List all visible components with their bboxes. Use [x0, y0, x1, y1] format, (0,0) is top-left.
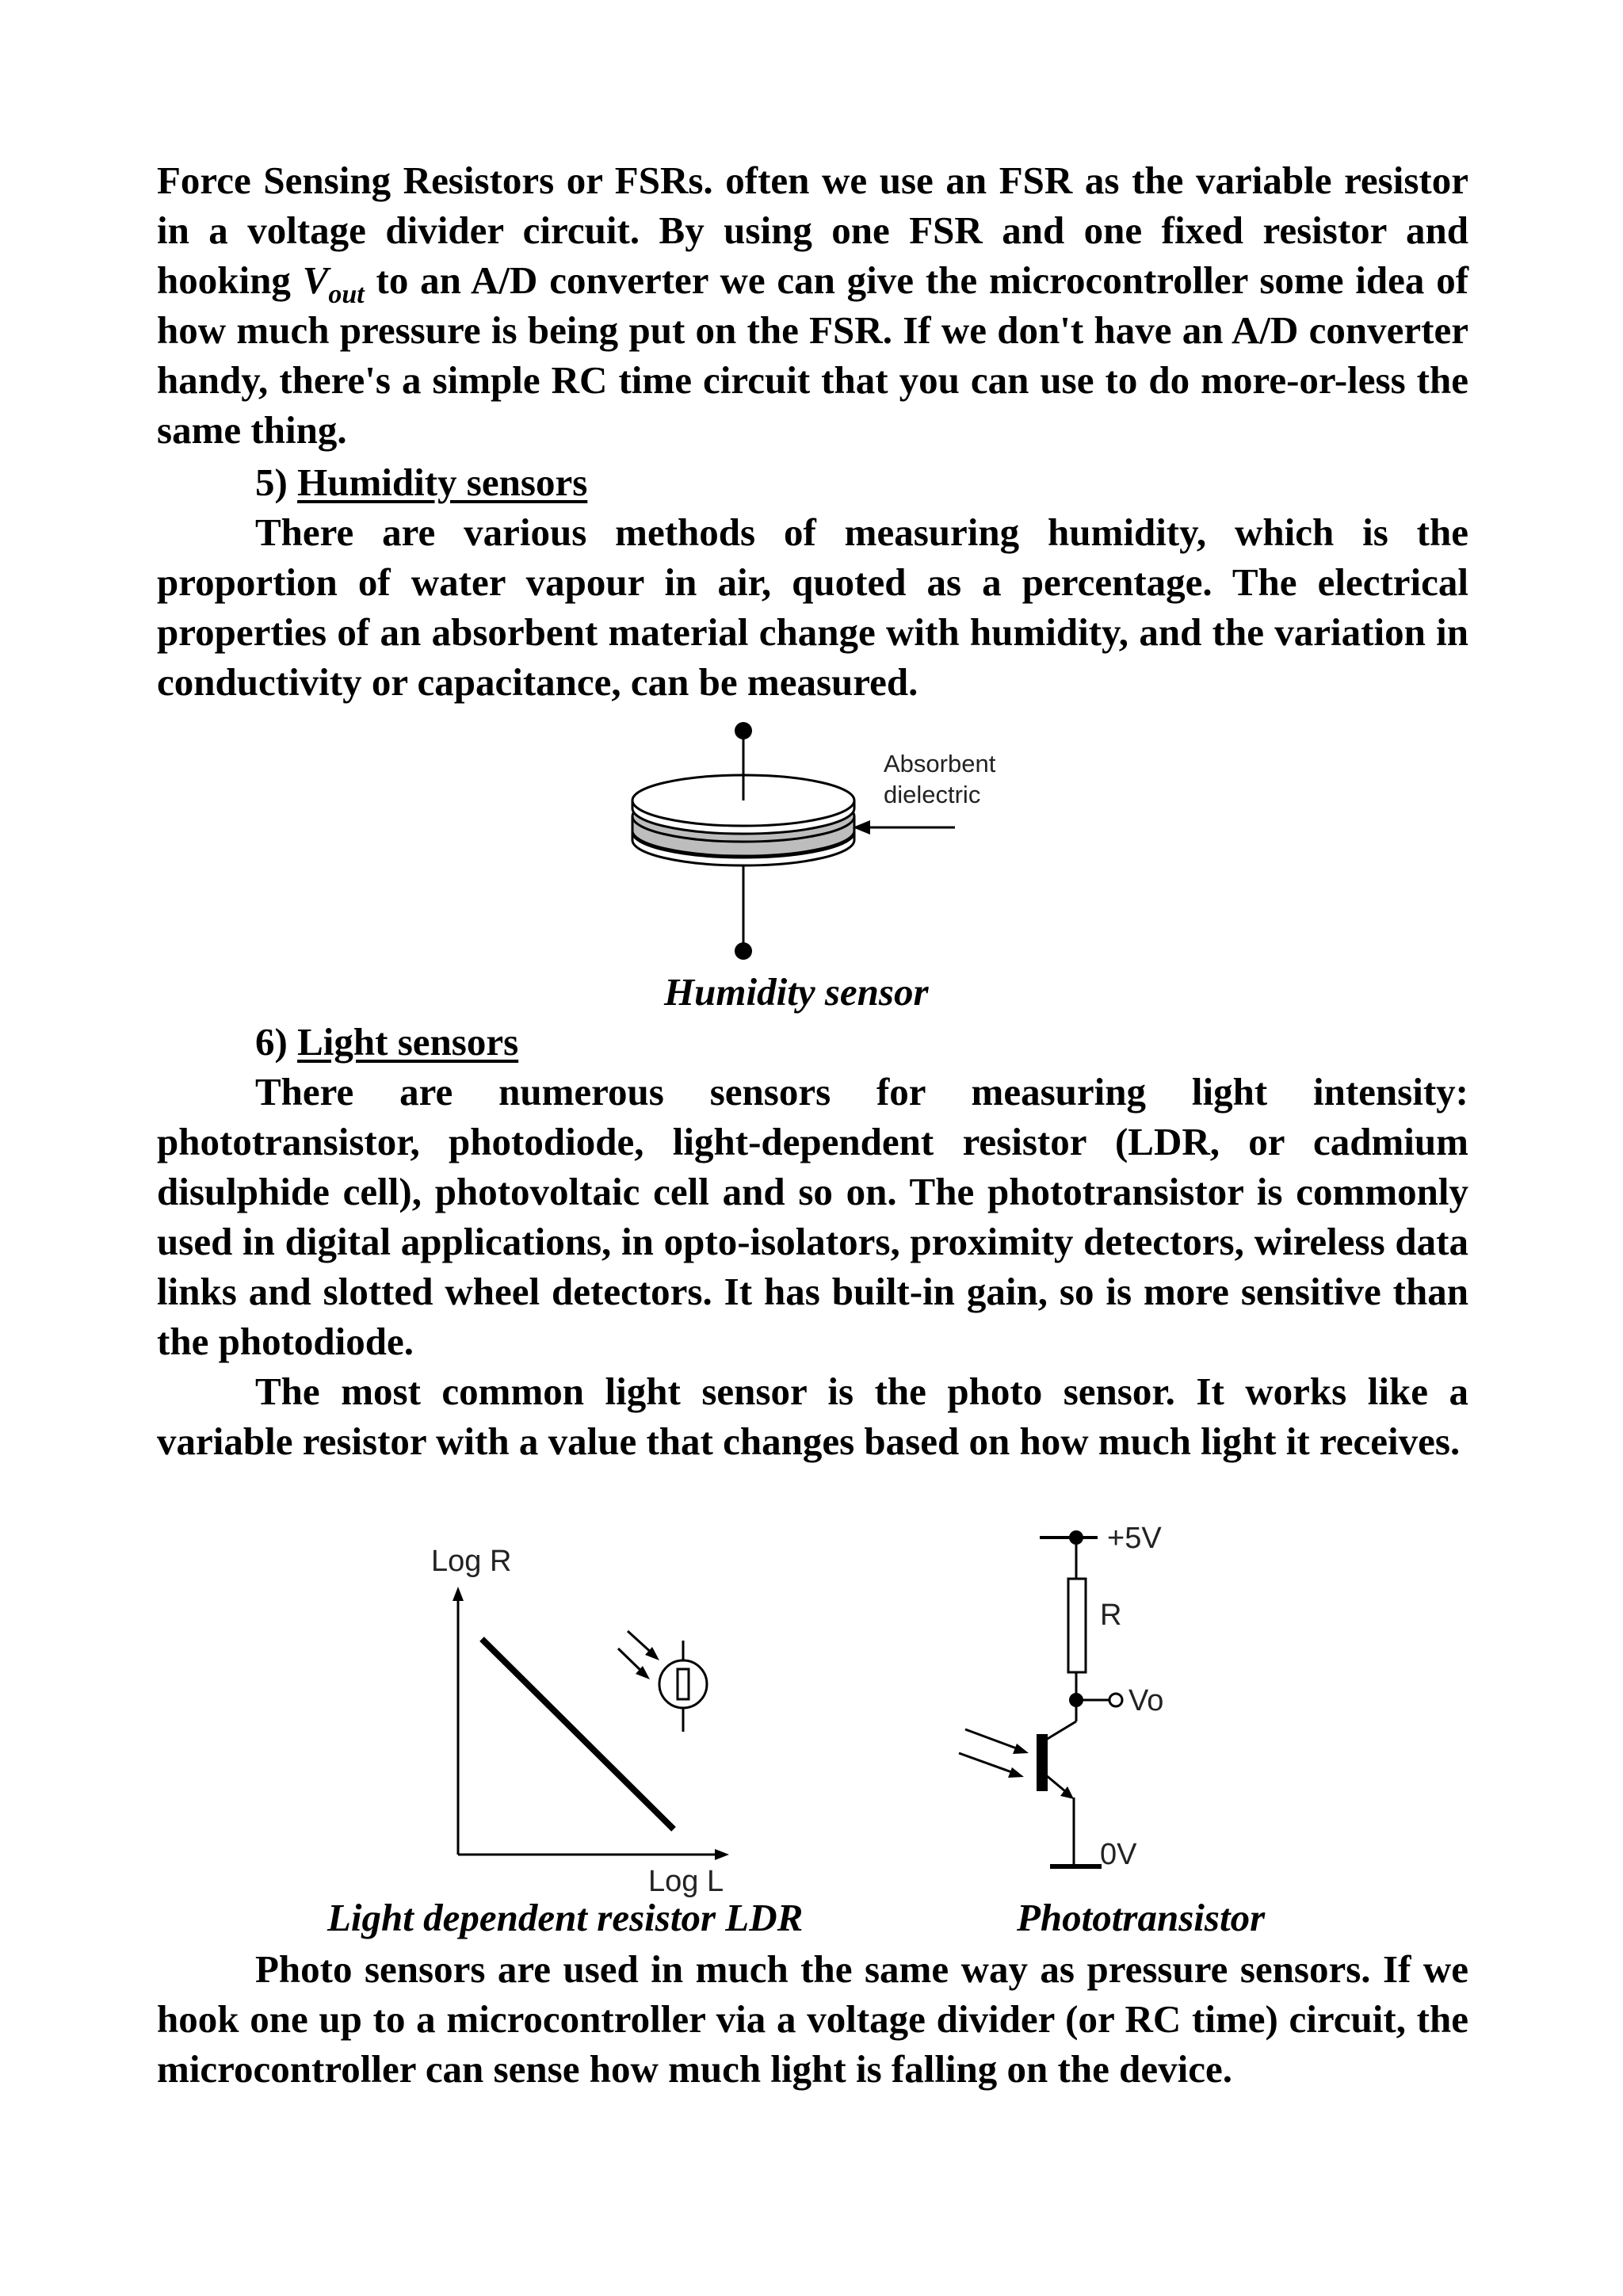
paragraph-light-sensors: There are numerous sensors for measuring light intensity: phototransistor, photodiode, light-dependent resistor (LDR, or cadmium disulphide cell), photovoltaic cell and so on. The phototransistor is commonly used in digital applications, in opto-isolators, proximity detectors, wireless data links and slotted wheel detectors. It has built-in gain, so is more sensitive than the photodiode. [157, 1070, 1468, 1363]
heading-number: 5) [255, 460, 288, 504]
paragraph-photo-sensor: The most common light sensor is the photo sensor. It works like a variable resistor with a value that changes based on how much light it receives. [157, 1370, 1468, 1463]
caption-ldr: Light dependent resistor LDR [327, 1896, 804, 1939]
supply-label: +5V [1107, 1522, 1162, 1555]
phototransistor-diagram [943, 1514, 1205, 1894]
output-label: Vo [1128, 1684, 1164, 1717]
caption-phototransistor: Phototransistor [1017, 1896, 1266, 1939]
label-absorbent: Absorbent [884, 750, 996, 777]
paragraph-fsr [157, 155, 1468, 455]
ldr-diagram [420, 1538, 753, 1902]
ldr-characteristic-line [482, 1639, 674, 1829]
resistor-r [1068, 1579, 1086, 1672]
heading-light-sensors [255, 1017, 518, 1067]
paragraph-fsr-text-2: to an A/D converter we can give the microcontroller some idea of how much pressure is being put on the FSR. If we don't have an A/D converter handy, there's a simple RC time circuit that you can use to do more-or-less the same thing. [157, 258, 1469, 452]
x-axis-arrowhead [715, 1849, 729, 1860]
x-axis-label: Log L [648, 1865, 724, 1898]
collector [1046, 1721, 1076, 1740]
photo-arrow-2 [959, 1753, 1016, 1774]
bottom-terminal-dot [735, 942, 752, 960]
paragraph-photo-sensors-usage: Photo sensors are used in much the same way as pressure sensors. If we hook one up to a microcontroller via a voltage divider (or RC time) circuit, the microcontroller can sense how much light is falling on the device. [157, 1947, 1468, 2091]
resistor-label: R [1100, 1599, 1122, 1632]
heading-title: Light sensors [297, 1020, 519, 1064]
vout-symbol: $V_{out}$ [302, 258, 365, 309]
transistor-base [1037, 1734, 1048, 1791]
photo-arrow-1 [965, 1729, 1021, 1750]
output-terminal [1109, 1694, 1122, 1706]
humidity-sensor-figure [618, 713, 1030, 975]
ground-label: 0V [1100, 1838, 1137, 1871]
caption-humidity-sensor: Humidity sensor [664, 970, 929, 1014]
paragraph-fsr-text-1: Force Sensing Resistors or FSRs. often we use an FSR as the variable resistor in a voltage divider circuit. By using one FSR and one fixed resistor and hooking [157, 159, 1468, 302]
phototransistor-figure [943, 1514, 1205, 1894]
heading-humidity-sensors [255, 457, 587, 507]
label-dielectric: dielectric [884, 781, 981, 808]
ldr-figure [420, 1538, 753, 1902]
heading-number: 6) [255, 1020, 288, 1064]
ldr-symbol-resistor [678, 1669, 689, 1699]
y-axis-label: Log R [431, 1545, 512, 1578]
humidity-sensor-diagram [618, 713, 1030, 975]
heading-title: Humidity sensors [297, 460, 588, 504]
paragraph-humidity: There are various methods of measuring humidity, which is the proportion of water vapour in air, quoted as a percentage. The electrical properties of an absorbent material change with humidity, and the variation in conductivity or capacitance, can be measured. [157, 510, 1468, 704]
y-axis-arrowhead [453, 1587, 464, 1601]
